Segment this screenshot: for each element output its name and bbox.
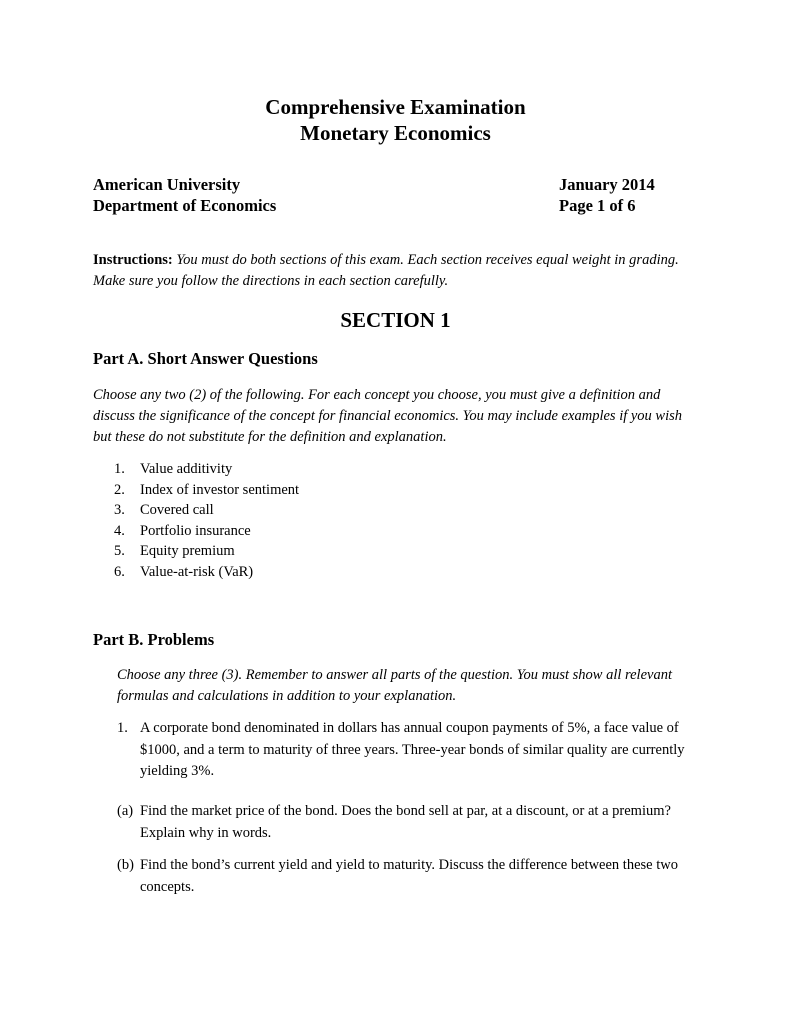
part-b-directions: Choose any three (3). Remember to answer all parts of the question. You must show all relevant formulas and calculations in addition to your explanation.	[117, 667, 672, 704]
institution-name: American University	[93, 175, 241, 194]
list-item-number: 1.	[114, 461, 125, 477]
subpart-label: (b)	[117, 857, 134, 873]
list-item-text: Covered call	[140, 502, 214, 518]
exam-subject: Monetary Economics	[300, 121, 491, 145]
page-number: Page 1 of 6	[559, 196, 636, 215]
list-item-text: Portfolio insurance	[140, 522, 251, 539]
list-item-number: 4.	[114, 522, 125, 539]
list-item	[114, 480, 299, 501]
list-item-number: 3.	[114, 502, 125, 518]
problem-1-part-a	[117, 801, 717, 844]
list-item-number: 6.	[114, 563, 125, 580]
instructions-label: Instructions:	[93, 252, 173, 268]
list-item-text: Index of investor sentiment	[140, 481, 300, 498]
list-item-text: Value-at-risk (VaR)	[140, 563, 254, 580]
list-item-number: 5.	[114, 543, 125, 559]
list-item	[114, 500, 299, 521]
problem-1	[117, 718, 717, 783]
problem-number: 1.	[117, 720, 128, 736]
part-b-heading: Part B. Problems	[93, 630, 215, 649]
concept-list	[114, 459, 299, 582]
exam-date: January 2014	[559, 175, 655, 194]
subpart-label: (a)	[117, 803, 134, 819]
list-item-number: 2.	[114, 481, 125, 498]
part-a-directions: Choose any two (2) of the following. For each concept you choose, you must give a definition and discuss the significance of the concept for financial economics. You may include examples if you wish but these do not substitute for the definition and explanation.	[93, 387, 683, 445]
instructions-text: You must do both sections of this exam. Each section receives equal weight in grading. Make sure you follow the directions in each section carefully.	[93, 252, 679, 289]
part-a-heading: Part A. Short Answer Questions	[93, 349, 318, 368]
subpart-text: Find the bond’s current yield and yield to maturity. Discuss the difference between these two concepts.	[140, 857, 678, 895]
list-item	[114, 541, 299, 562]
list-item	[114, 459, 299, 480]
problem-text: A corporate bond denominated in dollars has annual coupon payments of 5%, a face value of $1000, and a term to maturity of three years. Three-year bonds of similar quality are currently yielding 3%.	[140, 720, 685, 779]
problem-1-part-b	[117, 855, 717, 898]
department-name: Department of Economics	[93, 196, 277, 215]
subpart-text: Find the market price of the bond. Does the bond sell at par, at a discount, or at a premium? Explain why in words.	[140, 803, 671, 841]
list-item-text: Value additivity	[140, 461, 233, 477]
exam-title: Comprehensive Examination	[265, 95, 526, 119]
list-item	[114, 521, 299, 542]
section-title: SECTION 1	[340, 308, 451, 332]
list-item-text: Equity premium	[140, 543, 235, 559]
list-item	[114, 562, 299, 583]
instructions	[93, 250, 693, 292]
